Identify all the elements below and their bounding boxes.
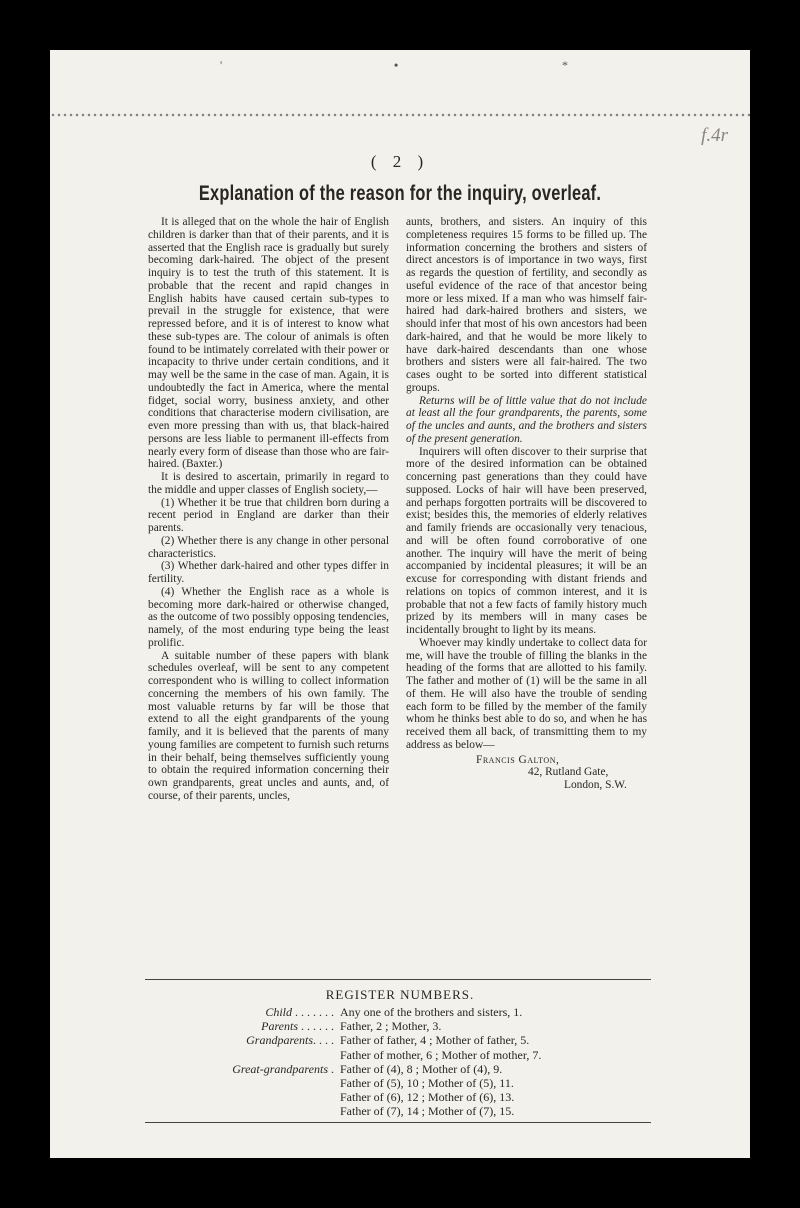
register-value: Father of father, 4 ; Mother of father, 5. bbox=[340, 1033, 530, 1048]
left-column bbox=[148, 216, 389, 803]
register-row bbox=[110, 1005, 670, 1019]
signature-city: London, S.W. bbox=[564, 779, 627, 791]
register-table bbox=[110, 1005, 670, 1119]
divider bbox=[145, 1122, 651, 1123]
register-value: Father of (5), 10 ; Mother of (5), 11. bbox=[340, 1076, 514, 1091]
paragraph: It is desired to ascertain, primarily in regard to the middle and upper classes of English society,— bbox=[148, 471, 389, 496]
signature-block bbox=[406, 754, 647, 792]
register-value: Father of (6), 12 ; Mother of (6), 13. bbox=[340, 1090, 515, 1105]
register-label: Grandparents. . . . bbox=[246, 1033, 334, 1048]
signature-name: Francis Galton, bbox=[476, 753, 560, 766]
register-value: Father, 2 ; Mother, 3. bbox=[340, 1019, 442, 1034]
register-label bbox=[110, 1076, 340, 1090]
register-row bbox=[110, 1033, 670, 1047]
register-label bbox=[110, 1104, 340, 1118]
italic-note: Returns will be of little value that do not include at least all the four grandparents, the parents, some of the uncles and aunts, and the brothers and sisters of the present generation. bbox=[406, 394, 647, 445]
register-title: REGISTER NUMBERS. bbox=[325, 987, 475, 1002]
punch-mark: * bbox=[562, 58, 568, 72]
register-row bbox=[110, 1076, 670, 1090]
paragraph: (1) Whether it be true that children born during a recent period in England are darker than their parents. bbox=[148, 496, 389, 534]
divider bbox=[145, 979, 651, 980]
punch-mark: ' bbox=[220, 58, 223, 72]
register-row bbox=[110, 1090, 670, 1104]
paragraph: (4) Whether the English race as a whole is becoming more dark-haired or otherwise changed, as the outcome of two possibly opposing tendencies, namely, of the most enduring type being the least prolific. bbox=[148, 585, 389, 649]
register-row bbox=[110, 1062, 670, 1076]
register-row bbox=[110, 1048, 670, 1062]
register-row bbox=[110, 1104, 670, 1118]
register-label bbox=[110, 1048, 340, 1062]
register-value: Father of (4), 8 ; Mother of (4), 9. bbox=[340, 1061, 503, 1076]
perforation-line bbox=[50, 113, 750, 117]
register-label: Parents . . . . . . bbox=[261, 1019, 334, 1034]
signature-address: 42, Rutland Gate, bbox=[528, 766, 609, 779]
register-label: Great-grandparents . bbox=[232, 1061, 334, 1076]
register-label bbox=[110, 1090, 340, 1104]
document-page bbox=[50, 50, 750, 1158]
punch-mark: • bbox=[394, 58, 399, 72]
paragraph: aunts, brothers, and sisters. An inquiry of this completeness requires 15 forms to be filled up. The information concerning the brothers and sisters of direct ancestors is of importance in two ways, first as regards the question of fertility, and secondly as useful evidence of the race of that ancestor being more or less mixed. If a man who was himself fair-haired had dark-haired brothers and sisters, we should infer that most of his own ancestors had been dark-haired, and that he would be more likely to have dark-haired descendants than one whose brothers and sisters were all fair-haired. The two cases ought to be sorted into different statistical groups. bbox=[406, 216, 647, 394]
page-title: Explanation of the reason for the inquiry, overleaf. bbox=[198, 182, 602, 205]
paragraph: It is alleged that on the whole the hair of English children is darker than that of their parents, and it is asserted that the English race is gradually but surely becoming dark-haired. The object of the present inquiry is to test the truth of this statement. It is probable that the recent and rapid changes in English habits have caused certain sub-types to prevail in the struggle for existence, that were repressed before, and it is of interest to know what these sub-types are. The colour of animals is often found to be intimately correlated with their power or incapacity to thrive under certain conditions, and it may well be the same in the case of man. Again, it is undoubtedly the fact in America, where the mental fidget, social worry, business anxiety, and other conditions that characterise modern civilisation, are even more pressing than with us, that black-haired persons are less liable to permanent ill-effects from nearly every form of disease than those who are fair-haired. (Baxter.) bbox=[148, 216, 389, 471]
paragraph: Whoever may kindly undertake to collect data for me, will have the trouble of filling the blanks in the heading of the forms that are allotted to his family. The father and mother of (1) will be the same in all of them. He will also have the trouble of sending each form to be filled by the member of the family whom he thinks best able to do so, and when he has received them all back, of transmitting them to my address as below— bbox=[406, 636, 647, 751]
right-column bbox=[406, 216, 647, 792]
paragraph: (2) Whether there is any change in other personal characteristics. bbox=[148, 534, 389, 560]
register-row bbox=[110, 1019, 670, 1033]
register-value: Father of mother, 6 ; Mother of mother, 7. bbox=[340, 1047, 542, 1062]
register-value: Any one of the brothers and sisters, 1. bbox=[340, 1005, 523, 1019]
folio-mark: f.4r bbox=[701, 125, 728, 146]
paragraph: Inquirers will often discover to their surprise that more of the desired information can be obtained concerning past generations than they could have supposed. Locks of hair will have been preserved, and perhaps forgotten portraits will be discovered to exist; besides this, the memories of elderly relatives and family friends are occasionally very tenacious, and will be often found corroborative of one another. The inquiry will have the merit of being accompanied by incidental pleasures; it will be an excuse for corresponding with distant friends and relations on topics of common interest, and it is probable that not a few facts of family history much prized by its members will in many cases be incidentally brought to light by its means. bbox=[406, 445, 647, 636]
register-value: Father of (7), 14 ; Mother of (7), 15. bbox=[340, 1104, 515, 1119]
paragraph: A suitable number of these papers with blank schedules overleaf, will be sent to any competent correspondent who is willing to collect information concerning the members of his own family. The most valuable returns by far will be those that extend to all the eight grandparents of the young family, and it is believed that the parents of many young families are competent to furnish such returns in their behalf, being themselves sufficiently young to obtain the required information concerning their own grandparents, great uncles and aunts, and, of course, of their parents, uncles, bbox=[148, 649, 389, 802]
page-number: ( 2 ) bbox=[370, 152, 430, 171]
paragraph: (3) Whether dark-haired and other types differ in fertility. bbox=[148, 560, 389, 585]
register-label: Child . . . . . . . bbox=[265, 1005, 334, 1019]
